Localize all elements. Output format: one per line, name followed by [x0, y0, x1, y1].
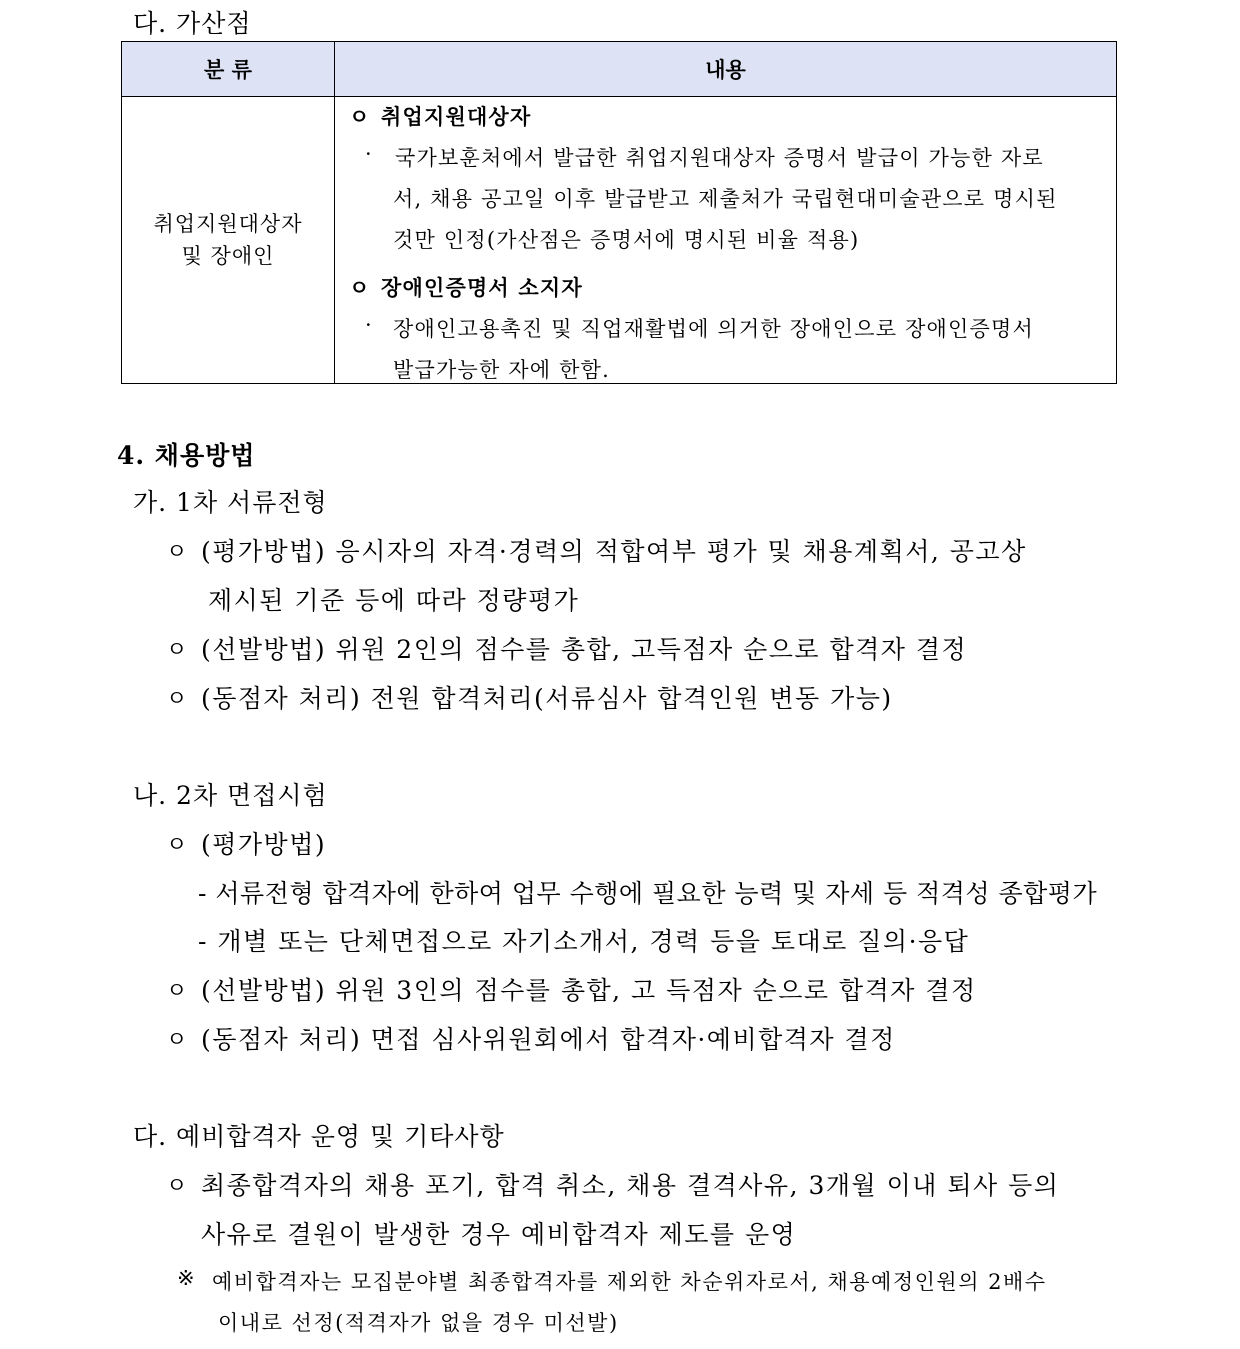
- item1-bullet: ·: [365, 142, 373, 166]
- section-4-title: 4. 채용방법: [117, 441, 256, 470]
- ga-item3-marker: ㅇ: [166, 687, 188, 712]
- category-line2: 및 장애인: [181, 244, 275, 268]
- content-cell: [335, 97, 1117, 384]
- na-item2-text: (선발방법) 위원 3인의 점수를 총합, 고 득점자 순으로 합격자 결정: [201, 976, 977, 1005]
- na-item1-text: (평가방법): [201, 830, 327, 859]
- table-header-row: [122, 42, 1117, 97]
- table-row: [122, 97, 1117, 384]
- item2-marker: ㅇ: [349, 275, 371, 300]
- na-item1-marker: ㅇ: [166, 833, 188, 858]
- ga-item3-line1: (동점자 처리) 전원 합격처리(서류심사 합격인원 변동 가능): [201, 684, 893, 713]
- ga-item1-line1: (평가방법) 응시자의 자격·경력의 적합여부 평가 및 채용계획서, 공고상: [201, 537, 1027, 566]
- da-note-marker: ※: [177, 1266, 197, 1290]
- sub-da-title: 다. 예비합격자 운영 및 기타사항: [133, 1122, 505, 1151]
- na-dash2: - 개별 또는 단체면접으로 자기소개서, 경력 등을 토대로 질의·응답: [198, 927, 970, 956]
- item2-title: 장애인증명서 소지자: [381, 275, 583, 300]
- category-line1: 취업지원대상자: [153, 212, 303, 236]
- header-category: 분 류: [122, 42, 335, 97]
- item1-title: 취업지원대상자: [381, 104, 532, 129]
- item2-bullet: ·: [365, 313, 373, 337]
- section-bonus-title: 다. 가산점: [133, 9, 252, 38]
- item1-line3: 것만 인정(가산점은 증명서에 명시된 비율 적용): [393, 228, 860, 252]
- ga-item2-line1: (선발방법) 위원 2인의 점수를 총합, 고득점자 순으로 합격자 결정: [201, 635, 968, 664]
- na-item3-text: (동점자 처리) 면접 심사위원회에서 합격자·예비합격자 결정: [201, 1025, 896, 1054]
- sub-na-title: 나. 2차 면접시험: [133, 781, 328, 810]
- header-content: 내용: [335, 42, 1117, 97]
- ga-item1-marker: ㅇ: [166, 540, 188, 565]
- da-note-line1: 예비합격자는 모집분야별 최종합격자를 제외한 차순위자로서, 채용예정인원의 2배수: [212, 1270, 1047, 1294]
- na-item2-marker: ㅇ: [166, 979, 188, 1004]
- bonus-points-table: [121, 41, 1117, 384]
- na-item3-marker: ㅇ: [166, 1028, 188, 1053]
- ga-item2-marker: ㅇ: [166, 638, 188, 663]
- da-item1-line2: 사유로 결원이 발생한 경우 예비합격자 제도를 운영: [201, 1220, 797, 1249]
- da-item1-marker: ㅇ: [166, 1174, 188, 1199]
- item1-line1: 국가보훈처에서 발급한 취업지원대상자 증명서 발급이 가능한 자로: [395, 146, 1044, 170]
- ga-item1-line2: 제시된 기준 등에 따라 정량평가: [208, 586, 580, 615]
- item1-marker: ㅇ: [349, 104, 371, 129]
- da-item1-line1: 최종합격자의 채용 포기, 합격 취소, 채용 결격사유, 3개월 이내 퇴사 등의: [201, 1171, 1060, 1200]
- sub-ga-title: 가. 1차 서류전형: [133, 488, 328, 517]
- category-cell: [122, 97, 335, 384]
- item2-line2: 발급가능한 자에 한함.: [393, 358, 610, 382]
- na-dash1: - 서류전형 합격자에 한하여 업무 수행에 필요한 능력 및 자세 등 적격성 종합평가: [198, 879, 1098, 908]
- da-note-line2: 이내로 선정(적격자가 없을 경우 미선발): [218, 1311, 619, 1335]
- item2-line1: 장애인고용촉진 및 직업재활법에 의거한 장애인으로 장애인증명서: [393, 317, 1034, 341]
- item1-line2: 서, 채용 공고일 이후 발급받고 제출처가 국립현대미술관으로 명시된: [393, 187, 1058, 211]
